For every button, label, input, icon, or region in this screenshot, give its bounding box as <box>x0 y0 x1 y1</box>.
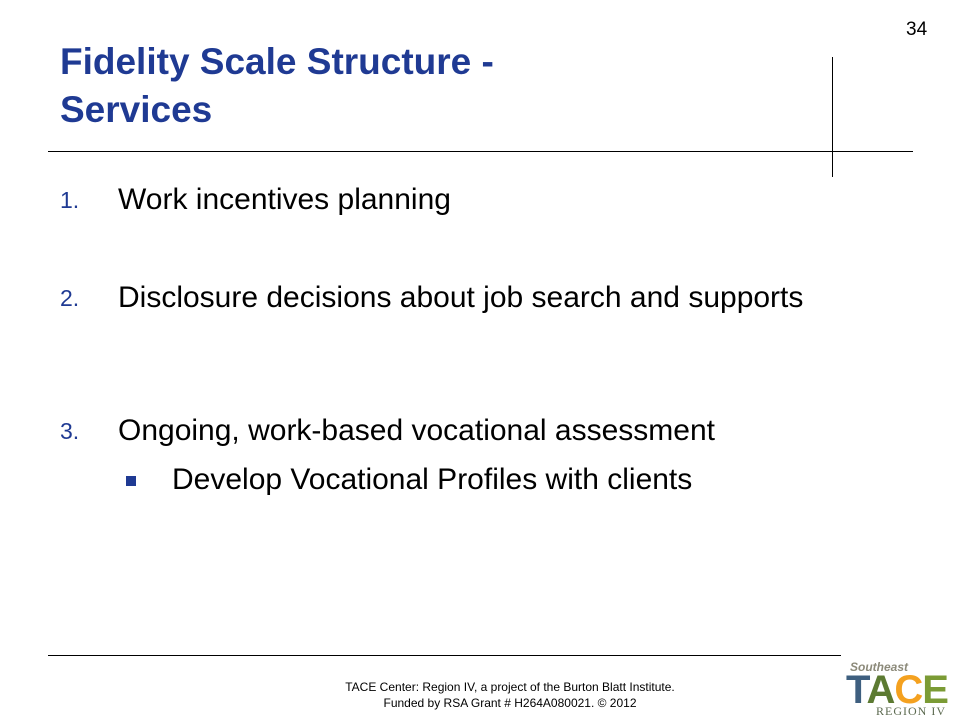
footer-divider <box>48 655 841 656</box>
slide-title-line2: Services <box>60 89 213 130</box>
list-item-text: Ongoing, work-based vocational assessment <box>118 414 715 447</box>
list-item-number: 1. <box>60 187 80 213</box>
logo-letter-t: T <box>846 668 867 712</box>
title-divider <box>48 151 913 152</box>
logo-letter-a: A <box>866 668 895 712</box>
list-item-number: 2. <box>60 285 80 311</box>
list-item-number: 3. <box>60 418 80 444</box>
vertical-divider <box>832 57 833 177</box>
slide-number: 34 <box>906 19 928 40</box>
square-bullet-icon <box>126 476 136 486</box>
list-item-text: Work incentives planning <box>118 183 451 216</box>
footer <box>250 679 770 711</box>
logo-bottom-text: REGION IV <box>876 704 946 718</box>
footer-line2: Funded by RSA Grant # H264A080021. © 2012 <box>383 696 637 710</box>
logo-top-text: Southeast <box>850 660 909 674</box>
sub-list-item-text: Develop Vocational Profiles with clients <box>172 463 693 496</box>
slide-title <box>60 38 820 134</box>
tace-logo <box>846 660 950 718</box>
list-item-text: Disclosure decisions about job search and supports <box>118 281 804 314</box>
slide-title-line1: Fidelity Scale Structure - <box>60 41 494 82</box>
logo-letter-e: E <box>922 668 948 712</box>
logo-letter-c: C <box>894 668 923 712</box>
footer-line1: TACE Center: Region IV, a project of the Burton Blatt Institute. <box>345 680 675 694</box>
